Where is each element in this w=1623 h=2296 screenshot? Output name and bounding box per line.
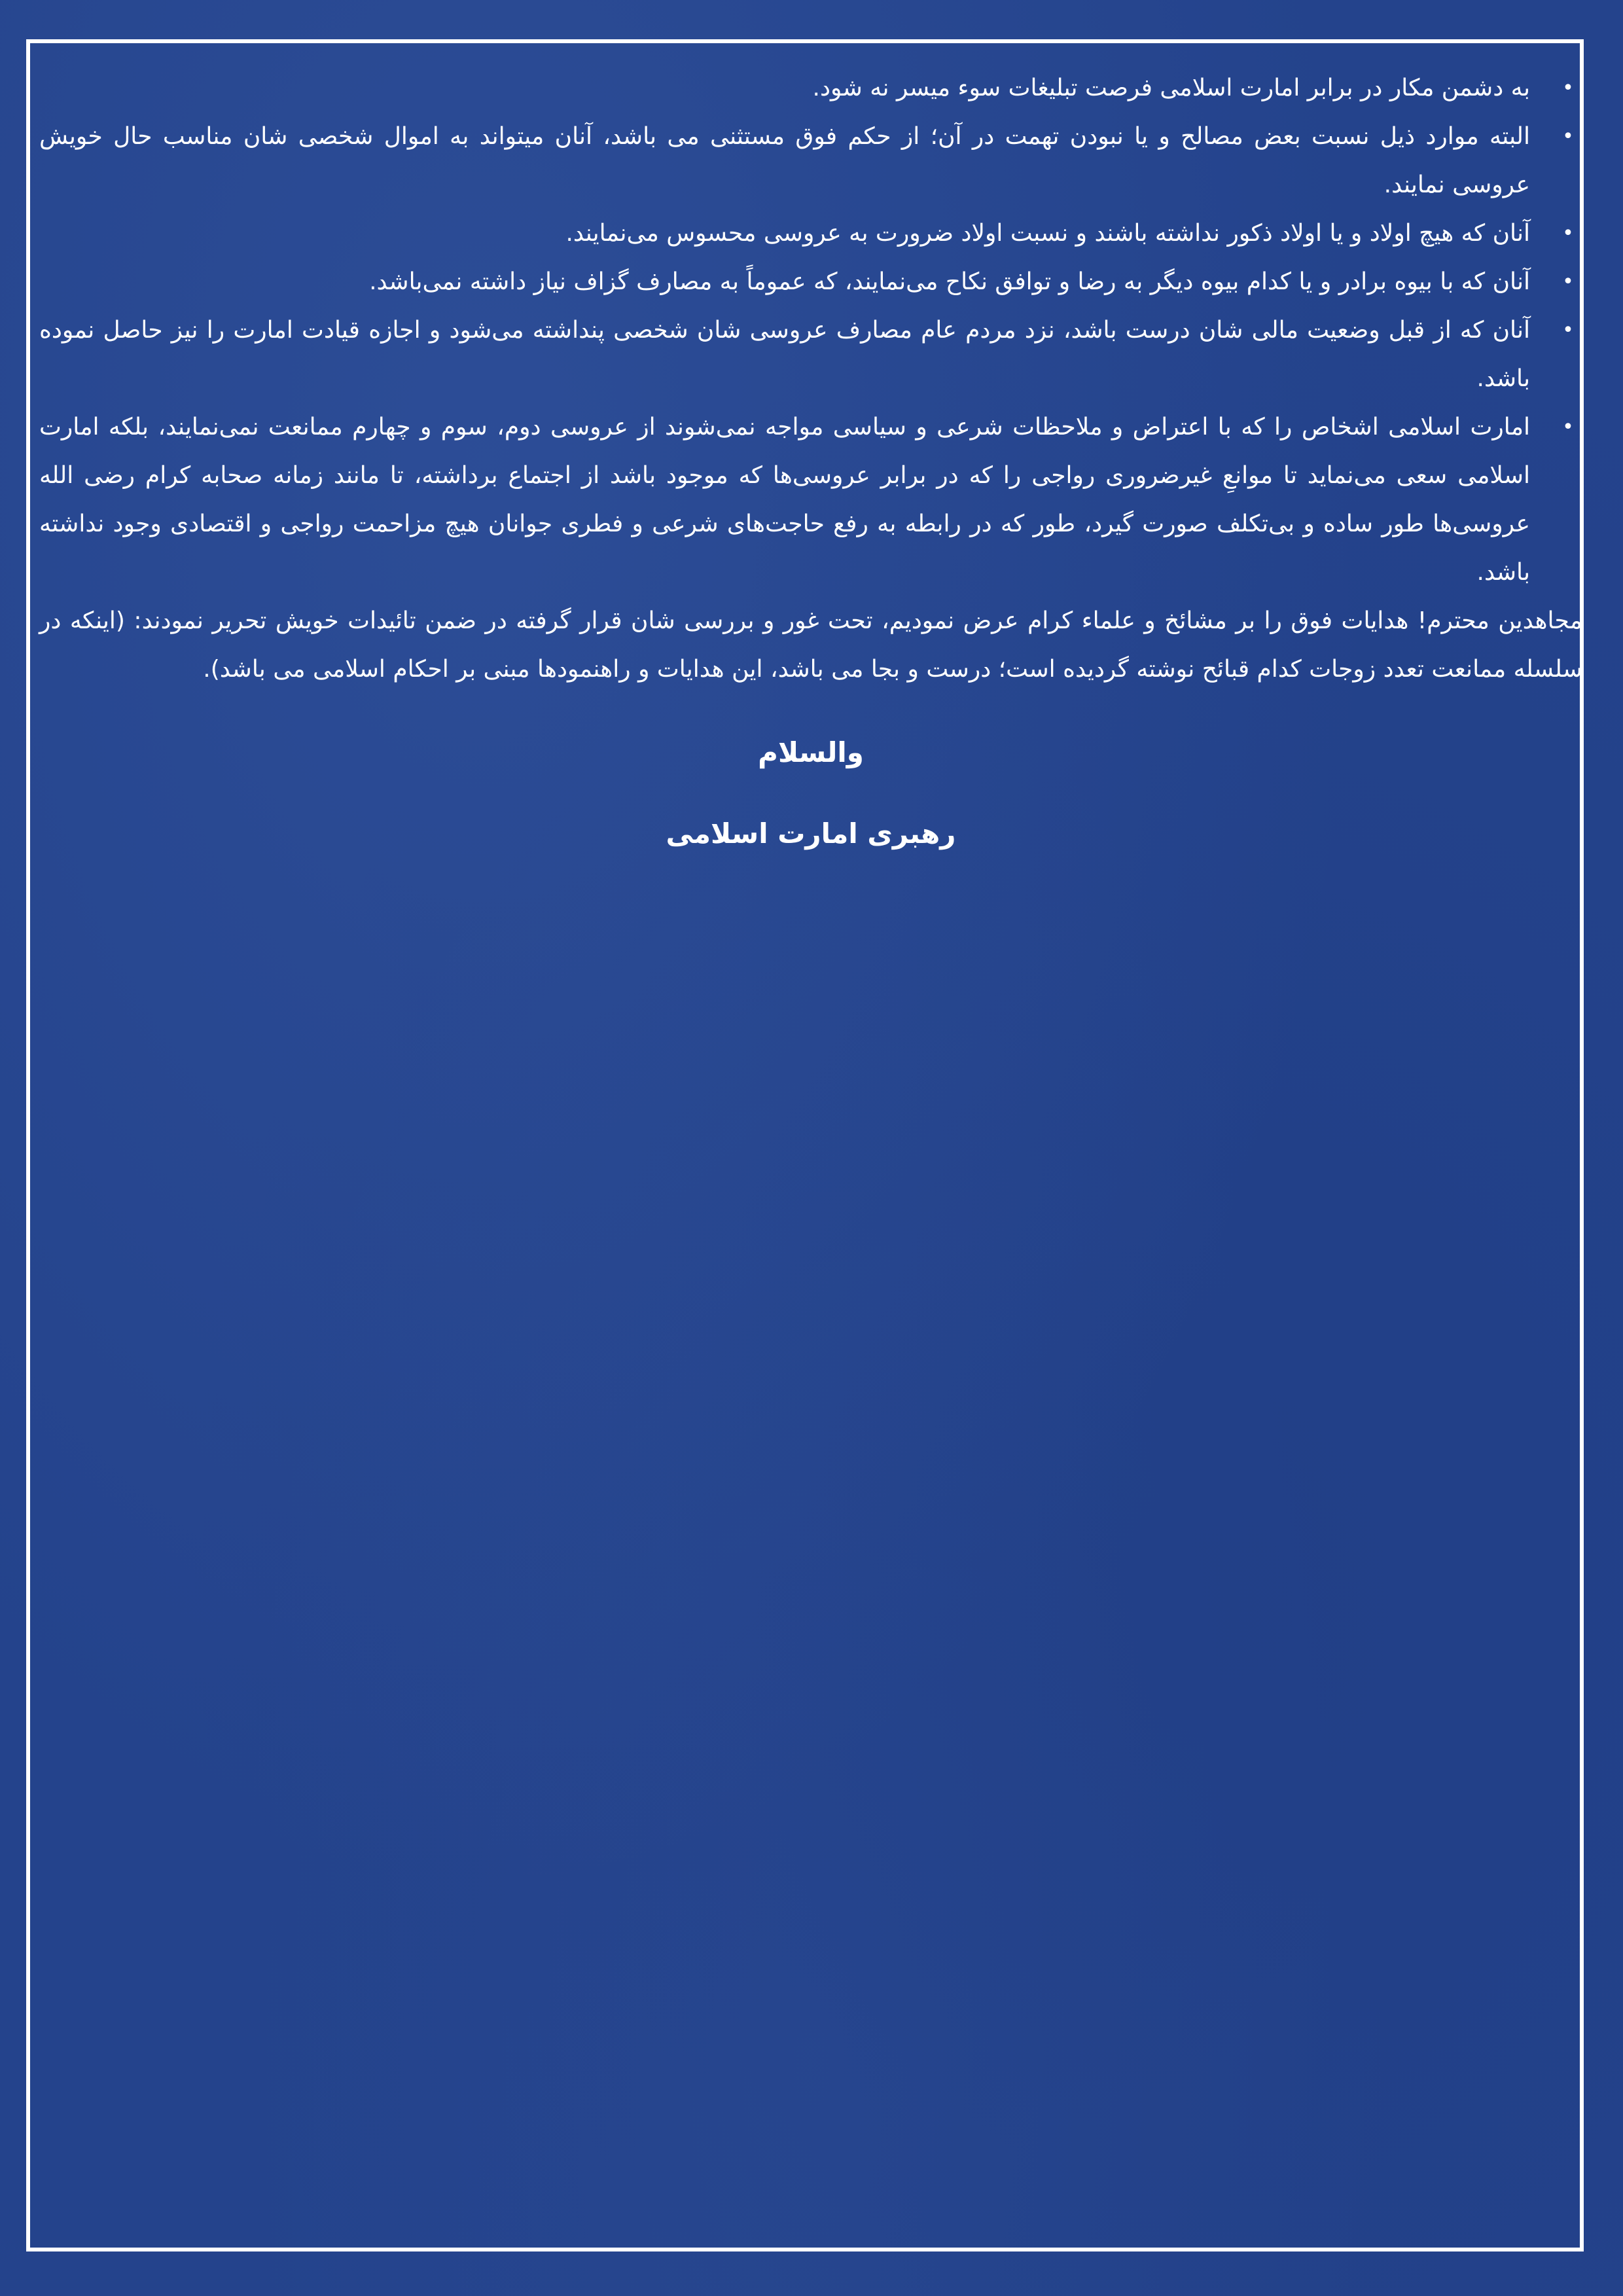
- list-item-text: آنان که از قبل وضعیت مالی شان درست باشد، نزد مردم عام مصارف عروسی شان شخصی پنداشته می‌شود و اجازه قیادت امارت را نیز حاصل نموده باشد.: [39, 317, 1530, 392]
- list-item: [39, 209, 1574, 258]
- list-item-text: آنان که با بیوه برادر و یا کدام بیوه دیگر به رضا و توافق نکاح می‌نمایند، که عموماً به مصارف گزاف نیاز داشته نمی‌باشد.: [369, 268, 1530, 295]
- bullet-icon: •: [1562, 270, 1574, 293]
- bullet-icon: •: [1562, 319, 1574, 342]
- list-item: [39, 403, 1574, 597]
- letter-body: [39, 64, 1582, 860]
- bullet-icon: •: [1562, 222, 1574, 245]
- list-item: [39, 113, 1574, 209]
- list-item-text: آنان که هیچ اولاد و یا اولاد ذکور نداشته باشند و نسبت اولاد ضرورت به عروسی محسوس می‌نمایند.: [565, 220, 1530, 247]
- list-item-text: البته موارد ذیل نسبت بعض مصالح و یا نبودن تهمت در آن؛ از حکم فوق مستثنی می باشد، آنان میتواند به اموال شخصی شان مناسب حال خویش عروسی نمایند.: [39, 123, 1530, 198]
- closing-paragraph: مجاهدین محترم! هدایات فوق را بر مشائخ و علماء کرام عرض نمودیم، تحت غور و بررسی شان قرار گرفته در ضمن تائیدات خویش تحریر نمودند: (اینکه در سلسله ممانعت تعدد زوجات کدام قبائح نوشته گردیده است؛ درست و بجا می باشد، این هدایات و راهنمودها مبنی بر احکام اسلامی می باشد).: [39, 607, 1582, 683]
- list-item: [39, 306, 1574, 403]
- list-item: [39, 64, 1574, 113]
- bullet-icon: •: [1562, 416, 1574, 439]
- salutation: والسلام: [758, 736, 864, 768]
- list-item-text: به دشمن مکار در برابر امارت اسلامی فرصت تبلیغات سوء میسر نه شود.: [812, 75, 1530, 101]
- signature: رهبری امارت اسلامی: [666, 817, 956, 850]
- guidance-list: [39, 64, 1582, 597]
- list-item-text: امارت اسلامی اشخاص را که با اعتراض و ملاحظات شرعی و سیاسی مواجه نمی‌شوند از عروسی دوم، سوم و چهارم ممانعت نمی‌نمایند، بلکه امارت اسلامی سعی می‌نماید تا موانعِ غیرضروری رواجی را که در برابر عروسی‌ها که موجود باشد از اجتماع برداشته، تا مانند زمانه صحابه کرام رضی الله عروسی‌ها طور ساده و بی‌تکلف صورت گیرد، طور که در رابطه به رفع حاجت‌های شرعی و فطری جوانان هیچ مزاحمت رواجی و اقتصادی وجود نداشته باشد.: [39, 414, 1530, 586]
- bullet-icon: •: [1562, 125, 1574, 148]
- bullet-icon: •: [1562, 77, 1574, 99]
- list-item: [39, 258, 1574, 306]
